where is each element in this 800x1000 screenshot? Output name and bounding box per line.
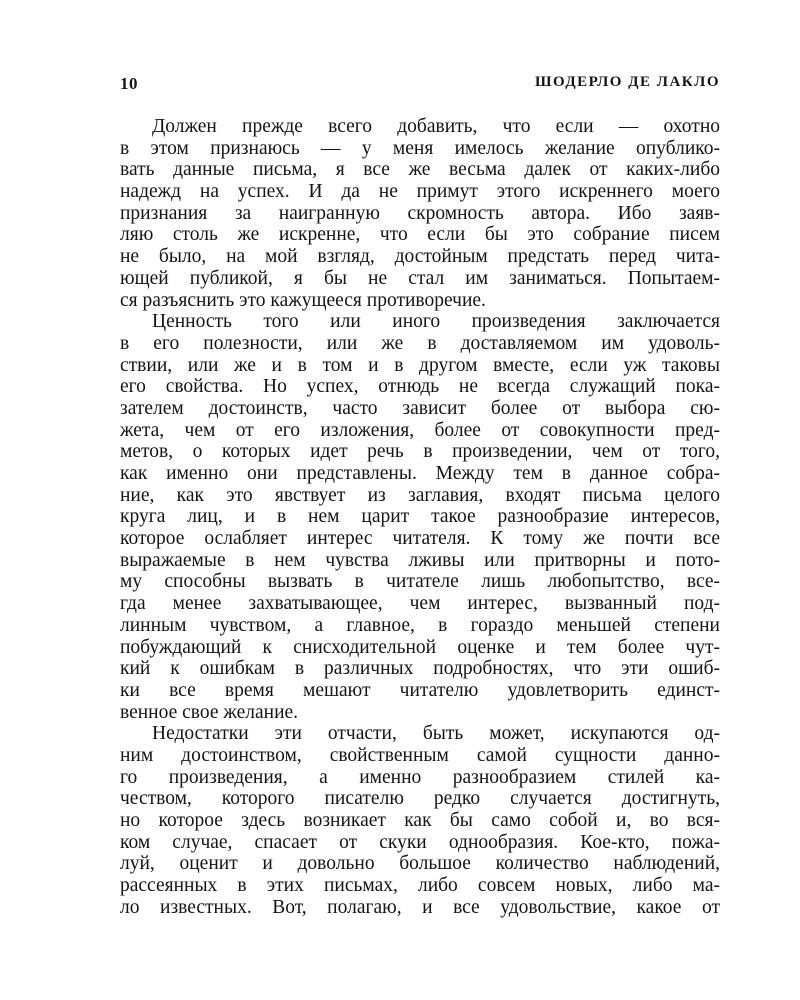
text-line: как именно они представлены. Между тем в данное собра- bbox=[120, 463, 720, 484]
text-line: ком случае, спасает от скуки однообразия. Кое-кто, пожа- bbox=[120, 831, 720, 853]
text-line: ло известных. Вот, полагаю, и все удовольствие, какое от bbox=[120, 896, 720, 918]
text-line: линным чувством, а главное, в гораздо меньшей степени bbox=[120, 614, 720, 636]
text-line: ние, как это явствует из заглавия, входят письма целого bbox=[120, 484, 720, 506]
text-line: не было, на мой взгляд, достойным предстать перед чита- bbox=[120, 246, 720, 268]
text-line: Ценность того или иного произведения заключается bbox=[152, 311, 720, 333]
body-text bbox=[120, 116, 720, 918]
text-line: жета, чем от его изложения, более от совокупности пред- bbox=[120, 419, 720, 441]
text-line: рассеянных в этих письмах, либо совсем новых, либо ма- bbox=[120, 875, 720, 897]
page-header bbox=[120, 74, 720, 98]
text-line: в этом признаюсь — у меня имелось желание опублико- bbox=[120, 137, 720, 159]
text-line: Недостатки эти отчасти, быть может, искупаются од- bbox=[152, 723, 720, 745]
paragraph bbox=[120, 116, 720, 311]
text-line: круга лиц, и в нем царит такое разнообразие интересов, bbox=[120, 506, 720, 528]
text-line: признания за наигранную скромность автора. Ибо заяв- bbox=[120, 202, 720, 224]
text-line: которое ослабляет интерес читателя. К тому же почти все bbox=[120, 528, 720, 550]
text-line: вать данные письма, я все же весьма далек от каких-либо bbox=[120, 159, 720, 181]
text-line: в его полезности, или же в доставляемом им удоволь- bbox=[120, 332, 720, 354]
text-line: его свойства. Но успех, отнюдь не всегда служащий пока- bbox=[120, 376, 720, 398]
text-line: зателем достоинств, часто зависит более от выбора сю- bbox=[120, 397, 720, 419]
text-line: побуждающий к снисходительной оценке и тем более чут- bbox=[120, 636, 720, 658]
text-line: надежд на успех. И да не примут этого искреннего моего bbox=[120, 181, 720, 203]
text-line: метов, о которых идет речь в произведении, чем от того, bbox=[120, 441, 720, 463]
text-line: но которое здесь возникает как бы само собой и, во вся- bbox=[120, 810, 720, 831]
page-number: 10 bbox=[120, 74, 138, 93]
text-line: венное свое желание. bbox=[120, 701, 299, 723]
text-line: выражаемые в нем чувства лживы или притворны и пото- bbox=[120, 549, 720, 571]
text-line: ющей публикой, я бы не стал им заниматься. Попытаем- bbox=[120, 267, 720, 289]
text-line: ним достоинством, свойственным самой сущности данно- bbox=[120, 744, 720, 766]
text-line: Должен прежде всего добавить, что если — охотно bbox=[152, 116, 720, 137]
text-line: гда менее захватывающее, чем интерес, вызванный под- bbox=[120, 593, 720, 615]
text-line: ки все время мешают читателю удовлетворить единст- bbox=[120, 679, 720, 701]
text-line: ствии, или же и в том и в другом вместе, если уж таковы bbox=[120, 354, 720, 376]
paragraph bbox=[120, 311, 720, 723]
text-line: му способны вызвать в читателе лишь любопытство, все- bbox=[120, 571, 720, 593]
text-line: го произведения, а именно разнообразием стилей ка- bbox=[120, 766, 720, 788]
text-line: чеством, которого писателю редко случается достигнуть, bbox=[120, 788, 720, 810]
text-line: кий к ошибкам в различных подробностях, что эти ошиб- bbox=[120, 658, 720, 680]
text-line: ся разъяснить это кажущееся противоречие. bbox=[120, 289, 486, 311]
running-head-author: ШОДЕРЛО ДЕ ЛАКЛО bbox=[534, 74, 720, 90]
paragraph bbox=[120, 723, 720, 918]
text-line: ляю столь же искренне, что если бы это собрание писем bbox=[120, 224, 720, 246]
text-line: луй, оценит и довольно большое количество наблюдений, bbox=[120, 853, 720, 875]
